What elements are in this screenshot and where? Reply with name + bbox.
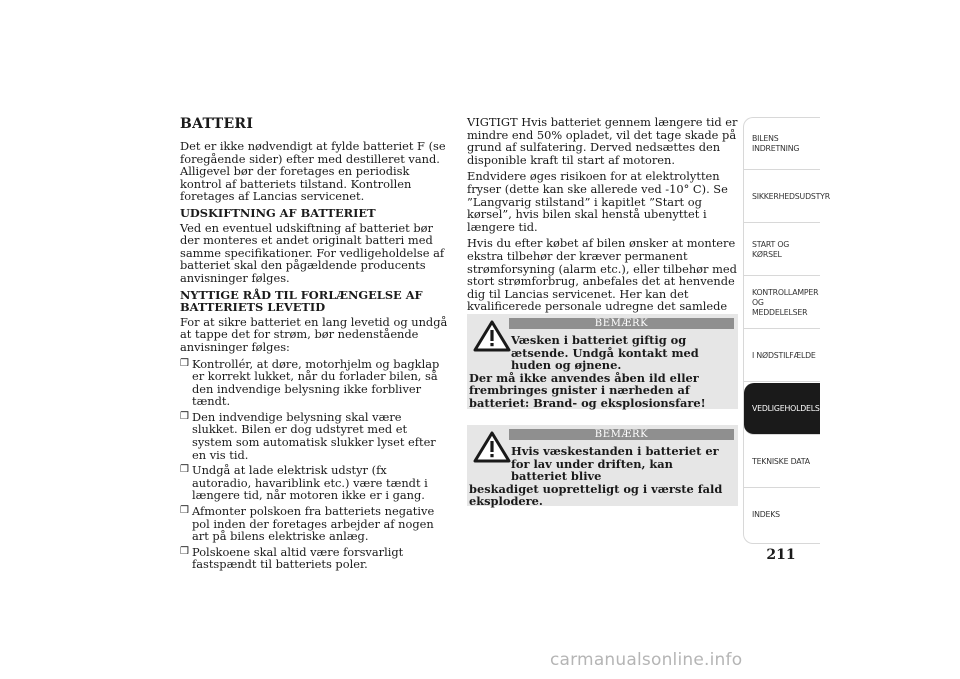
- watermark: carmanualsonline.info: [550, 650, 743, 670]
- warning-box: [467, 425, 738, 509]
- warning-text: [469, 445, 732, 508]
- right-column: [467, 116, 738, 330]
- tab-kontrollamper[interactable]: KONTROLLAMPER OG MEDDELELSER: [744, 277, 820, 329]
- warning-header: BEMÆRK: [509, 429, 734, 440]
- checkbox-bullet-icon: ❒: [180, 357, 189, 369]
- frost-paragraph: Endvidere øges risikoen for at elektrolytten fryser (dette kan ske allerede ved -10° C). Se ”Langvarig stilstand” i kapitlet ”Start og kørsel”, hvis bilen skal henstå ubenyttet i længere tid.: [467, 169, 728, 234]
- bullet-item: [180, 411, 448, 461]
- bullet-text: Undgå at lade elektrisk udstyr (fx autoradio, havariblink etc.) være tændt i længere tid, når motoren ikke er i gang.: [192, 463, 428, 503]
- bullet-text: Afmonter polskoen fra batteriets negative pol inden der foretages arbejder af nogen art på bilens elektriske anlæg.: [192, 504, 435, 544]
- warning-text-first: Væsken i batteriet giftig og ætsende. Undgå kontakt med huden og øjnene.: [511, 333, 699, 373]
- left-column: [180, 116, 448, 574]
- warning-text-rest: beskadiget uopretteligt og i værste fald eksplodere.: [469, 481, 723, 509]
- warning-text-rest: Der må ikke anvendes åben ild eller frembringes gnister i nærheden af batteriet: Brand- og eksplosionsfare!: [469, 370, 706, 410]
- checkbox-bullet-icon: ❒: [180, 464, 189, 476]
- bullet-text: Kontrollér, at døre, motorhjelm og bagklap er korrekt lukket, når du forlader bilen, så den indvendige belysning ikke forbliver tændt.: [192, 356, 440, 409]
- bullet-item: [180, 464, 448, 502]
- bullet-item: [180, 546, 448, 571]
- warning-text: [469, 334, 732, 410]
- tab-indeks[interactable]: INDEKS: [752, 510, 780, 519]
- accessory-paragraph: Hvis du efter købet af bilen ønsker at montere ekstra tilbehør der kræver permanent strømforsyning (alarm etc.), eller tilbehør med stort strømforbrug, anbefales det at henvende dig til Lancias servicenet. Her kan det kvalificerede personale udregne det samlede: [467, 236, 737, 314]
- intro-paragraph: Det er ikke nødvendigt at fylde batteriet F (se foregående sider) efter med destilleret vand. Alligevel bør der foretages en periodisk kontrol af batteriets tilstand. Kontrollen foretages af Lancias servicenet.: [180, 139, 446, 204]
- warning-box: [467, 314, 738, 409]
- tab-tekniske-data[interactable]: TEKNISKE DATA: [744, 436, 820, 488]
- checkbox-bullet-icon: ❒: [180, 505, 189, 517]
- tab-start-og-korsel[interactable]: START OG KØRSEL: [744, 224, 820, 276]
- replacement-paragraph: Ved en eventuel udskiftning af batteriet bør der monteres et andet originalt batteri med samme specifikationer. For vedligeholdelse af batteriet skal den pågældende producents anvisninger følges.: [180, 220, 445, 285]
- tips-paragraph: For at sikre batteriet en lang levetid og undgå at tappe det for strøm, bør nedenstående anvisninger følges:: [180, 314, 448, 354]
- subheading-replacement: UDSKIFTNING AF BATTERIET: [180, 205, 376, 220]
- warning-text-first: Hvis væskestanden i batteriet er for lav under driften, kan batteriet blive: [511, 444, 719, 484]
- bullet-text: Den indvendige belysning skal være slukket. Bilen er dog udstyret med et system som automatisk slukker lyset efter en vis tid.: [192, 409, 436, 462]
- checkbox-bullet-icon: ❒: [180, 545, 189, 557]
- page-number: 211: [766, 547, 796, 563]
- bullet-item: [180, 505, 448, 543]
- chapter-tabs: [743, 117, 830, 544]
- tab-i-nodstilfaelde[interactable]: I NØDSTILFÆLDE: [744, 330, 820, 382]
- checkbox-bullet-icon: ❒: [180, 410, 189, 422]
- tab-sikkerhedsudstyr[interactable]: SIKKERHEDSUDSTYR: [744, 171, 820, 223]
- section-title: BATTERI: [180, 116, 254, 132]
- subheading-tips: NYTTIGE RÅD TIL FORLÆNGELSE AF BATTERIETS LEVETID: [180, 287, 423, 315]
- warning-header: BEMÆRK: [509, 318, 734, 329]
- tab-bilens-indretning[interactable]: BILENS INDRETNING: [744, 118, 820, 170]
- important-paragraph: VIGTIGT Hvis batteriet gennem længere tid er mindre end 50% opladet, vil det tage skade på grund af sulfatering. Derved nedsættes den disponible kraft til start af motoren.: [467, 115, 738, 167]
- bullet-text: Polskoene skal altid være forsvarligt fastspændt til batteriets poler.: [192, 544, 404, 572]
- bullet-item: [180, 358, 448, 408]
- tab-vedligeholdelse[interactable]: VEDLIGEHOLDELSE: [744, 383, 820, 435]
